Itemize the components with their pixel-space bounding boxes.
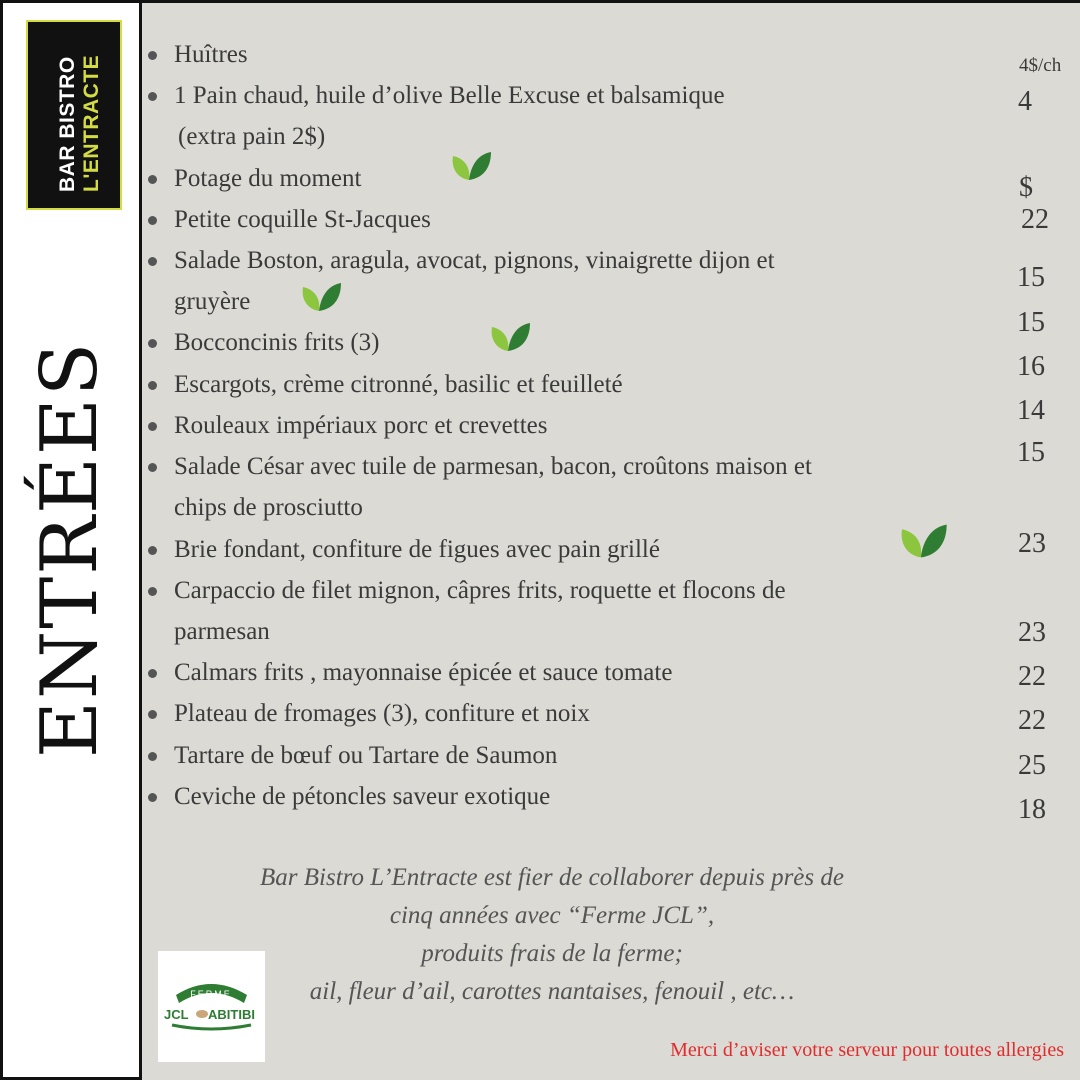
farm-logo-top: FERME bbox=[190, 989, 232, 999]
item-name: Bocconcinis frits (3) bbox=[174, 329, 380, 356]
collab-line: produits frais de la ferme; bbox=[421, 940, 683, 967]
bullet-icon bbox=[148, 793, 157, 802]
item-price: 4 bbox=[1018, 86, 1032, 117]
sidebar bbox=[3, 3, 142, 1077]
bullet-icon bbox=[148, 422, 157, 431]
menu-content bbox=[142, 3, 1080, 1080]
allergy-note: Merci d’aviser votre serveur pour toutes allergies bbox=[670, 1039, 1064, 1061]
collab-line: ail, fleur d’ail, carottes nantaises, fenouil , etc… bbox=[309, 978, 795, 1005]
bullet-icon bbox=[148, 92, 157, 101]
item-name: Ceviche de pétoncles saveur exotique bbox=[174, 783, 551, 810]
item-name: Carpaccio de filet mignon, câpres frits, roquette et flocons de bbox=[174, 577, 786, 604]
item-name: Calmars frits , mayonnaise épicée et sauce tomate bbox=[174, 659, 673, 686]
collab-line: cinq années avec “Ferme JCL”, bbox=[389, 902, 715, 929]
item-price: 15 bbox=[1017, 307, 1045, 338]
item-price: 22 bbox=[1018, 661, 1046, 692]
item-price: 23 bbox=[1018, 528, 1046, 559]
farm-logo bbox=[158, 951, 265, 1062]
bullet-icon bbox=[148, 752, 157, 761]
item-price: $ bbox=[1019, 172, 1033, 203]
item-price: 16 bbox=[1017, 351, 1045, 382]
item-name: Huîtres bbox=[174, 41, 248, 68]
logo-line-1: BAR BISTRO bbox=[56, 56, 79, 192]
bullet-icon bbox=[148, 546, 157, 555]
item-price: 15 bbox=[1017, 437, 1045, 468]
bistro-logo bbox=[26, 20, 122, 210]
item-name: Salade César avec tuile de parmesan, bacon, croûtons maison et bbox=[174, 453, 812, 480]
collaboration-note bbox=[202, 859, 902, 1011]
bullet-icon bbox=[148, 175, 157, 184]
farm-logo-left: JCL bbox=[164, 1007, 189, 1022]
bullet-icon bbox=[148, 257, 157, 266]
item-name-line-2: gruyère bbox=[174, 288, 251, 315]
item-name: Plateau de fromages (3), confiture et noix bbox=[174, 700, 590, 727]
item-name: Tartare de bœuf ou Tartare de Saumon bbox=[174, 742, 558, 769]
item-price: 25 bbox=[1018, 750, 1046, 781]
item-price: 14 bbox=[1017, 395, 1045, 426]
item-price: 4$/ch bbox=[1019, 55, 1062, 76]
bullet-icon bbox=[148, 710, 157, 719]
item-price: 22 bbox=[1021, 204, 1049, 235]
leaf-icon bbox=[486, 317, 532, 357]
bullet-icon bbox=[148, 51, 157, 60]
bullet-icon bbox=[148, 587, 157, 596]
bullet-icon bbox=[148, 339, 157, 348]
item-name: Potage du moment bbox=[174, 165, 362, 192]
item-price: 15 bbox=[1017, 262, 1045, 293]
item-name: Brie fondant, confiture de figues avec pain grillé bbox=[174, 536, 660, 563]
leaf-icon bbox=[447, 146, 493, 186]
bullet-icon bbox=[148, 381, 157, 390]
item-price: 18 bbox=[1018, 794, 1046, 825]
item-price: 23 bbox=[1018, 617, 1046, 648]
item-name-line-2: (extra pain 2$) bbox=[178, 123, 326, 150]
bullet-icon bbox=[148, 216, 157, 225]
leaf-icon bbox=[895, 517, 949, 565]
item-name: Escargots, crème citronné, basilic et feuilleté bbox=[174, 371, 623, 398]
section-title: ENTRÉES bbox=[25, 340, 115, 758]
logo-line-2: L'ENTRACTE bbox=[80, 54, 103, 192]
farm-logo-right: ABITIBI bbox=[208, 1007, 255, 1022]
item-name: Salade Boston, aragula, avocat, pignons, vinaigrette dijon et bbox=[174, 247, 775, 274]
item-name: Rouleaux impériaux porc et crevettes bbox=[174, 412, 548, 439]
item-name-line-2: chips de prosciutto bbox=[174, 494, 363, 521]
item-name-line-2: parmesan bbox=[174, 618, 270, 645]
bullet-icon bbox=[148, 463, 157, 472]
collab-line: Bar Bistro L’Entracte est fier de collaborer depuis près de bbox=[260, 864, 844, 891]
bullet-icon bbox=[148, 669, 157, 678]
item-name: 1 Pain chaud, huile d’olive Belle Excuse et balsamique bbox=[174, 82, 725, 109]
item-name: Petite coquille St-Jacques bbox=[174, 206, 431, 233]
leaf-icon bbox=[297, 277, 343, 317]
item-price: 22 bbox=[1018, 705, 1046, 736]
